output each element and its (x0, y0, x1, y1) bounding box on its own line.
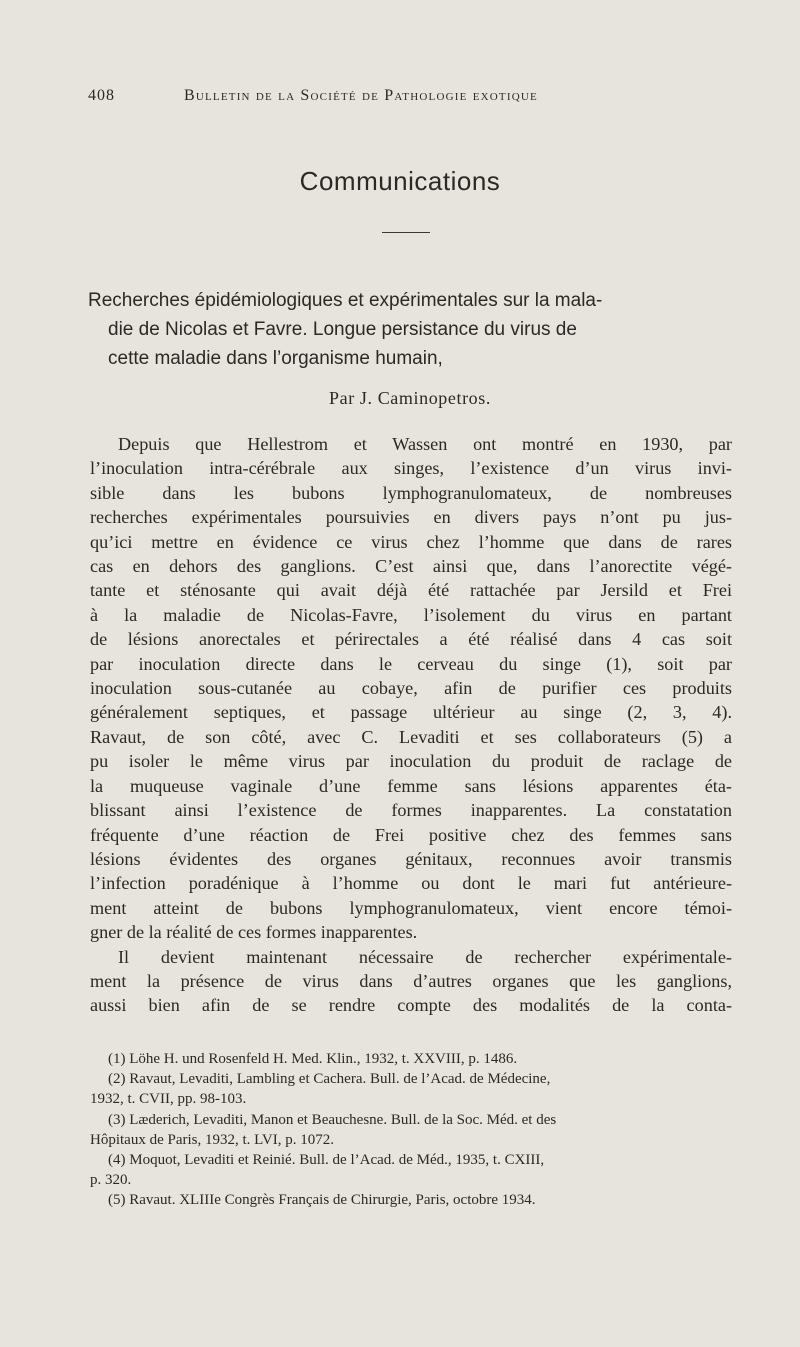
article-title-line: cette maladie dans l’organisme humain, (108, 348, 443, 369)
body-line: gner de la réalité de ces formes inapparentes. (90, 922, 418, 943)
page-header (88, 87, 728, 111)
footnote-3-continued: Hôpitaux de Paris, 1932, t. LVI, p. 1072. (90, 1131, 335, 1148)
section-title: Communications (299, 166, 501, 196)
body-line: recherches expérimentales poursuivies en divers pays n’ont pu jus- (90, 507, 732, 528)
body-line: cas en dehors des ganglions. C’est ainsi que, dans l’anorectite végé- (90, 556, 732, 577)
body-line: aussi bien afin de se rendre compte des modalités de la conta- (90, 995, 732, 1016)
title-rule (382, 232, 430, 233)
body-line: l’infection poradénique à l’homme ou dont le mari fut antérieure- (90, 873, 732, 894)
article-title-line: Recherches épidémiologiques et expérimentales sur la mala- (88, 290, 603, 311)
footnote-4: (4) Moquot, Levaditi et Reinié. Bull. de l’Acad. de Méd., 1935, t. CXIII, (108, 1152, 545, 1169)
body-line: pu isoler le même virus par inoculation du produit de raclage de (90, 751, 732, 772)
footnote-2-continued: 1932, t. CVII, pp. 98-103. (90, 1091, 247, 1108)
footnote-3: (3) Læderich, Levaditi, Manon et Beauchesne. Bull. de la Soc. Méd. et des (108, 1111, 557, 1128)
body-line: Depuis que Hellestrom et Wassen ont montré en 1930, par (118, 434, 732, 454)
body-line: ment atteint de bubons lymphogranulomateux, vient encore témoi- (90, 897, 732, 918)
page-number: 408 (88, 87, 115, 104)
body-line: fréquente d’une réaction de Frei positive chez des femmes sans (90, 824, 732, 845)
body-line: généralement septiques, et passage ultérieur au singe (2, 3, 4). (90, 702, 732, 723)
article-body (90, 432, 732, 1018)
body-line: à la maladie de Nicolas-Favre, l’isolement du virus en partant (90, 604, 732, 625)
author-byline: Par J. Caminopetros. (329, 388, 491, 408)
body-line: lésions évidentes des organes génitaux, reconnues avoir transmis (90, 848, 732, 869)
body-line: qu’ici mettre en évidence ce virus chez l’homme que dans de rares (90, 531, 732, 552)
body-line: par inoculation directe dans le cerveau du singe (1), soit par (90, 653, 732, 674)
body-line: blissant ainsi l’existence de formes inapparentes. La constatation (90, 800, 732, 821)
body-line: sible dans les bubons lymphogranulomateux, de nombreuses (90, 482, 732, 503)
body-line: inoculation sous-cutanée au cobaye, afin de purifier ces produits (90, 678, 732, 699)
footnotes (90, 1049, 742, 1211)
running-title: Bulletin de la Société de Pathologie exotique (184, 87, 538, 104)
footnote-2: (2) Ravaut, Levaditi, Lambling et Cachera. Bull. de l’Acad. de Médecine, (108, 1071, 551, 1088)
article-title-line: die de Nicolas et Favre. Longue persistance du virus de (108, 319, 577, 340)
article-title (88, 286, 732, 373)
footnote-1: (1) Löhe H. und Rosenfeld H. Med. Klin., 1932, t. XXVIII, p. 1486. (108, 1051, 518, 1067)
footnote-5: (5) Ravaut. XLIIIe Congrès Français de Chirurgie, Paris, octobre 1934. (108, 1192, 536, 1209)
body-line: Il devient maintenant nécessaire de rechercher expérimentale- (118, 946, 732, 967)
body-line: l’inoculation intra-cérébrale aux singes, l’existence d’un virus invi- (90, 458, 732, 479)
footnote-4-continued: p. 320. (90, 1172, 132, 1189)
body-line: tante et sténosante qui avait déjà été rattachée par Jersild et Frei (90, 580, 732, 601)
body-line: la muqueuse vaginale d’une femme sans lésions apparentes éta- (90, 775, 732, 796)
body-line: Ravaut, de son côté, avec C. Levaditi et ses collaborateurs (5) a (90, 726, 732, 747)
body-line: ment la présence de virus dans d’autres organes que les ganglions, (90, 970, 732, 991)
body-line: de lésions anorectales et périrectales a été réalisé dans 4 cas soit (90, 629, 732, 650)
